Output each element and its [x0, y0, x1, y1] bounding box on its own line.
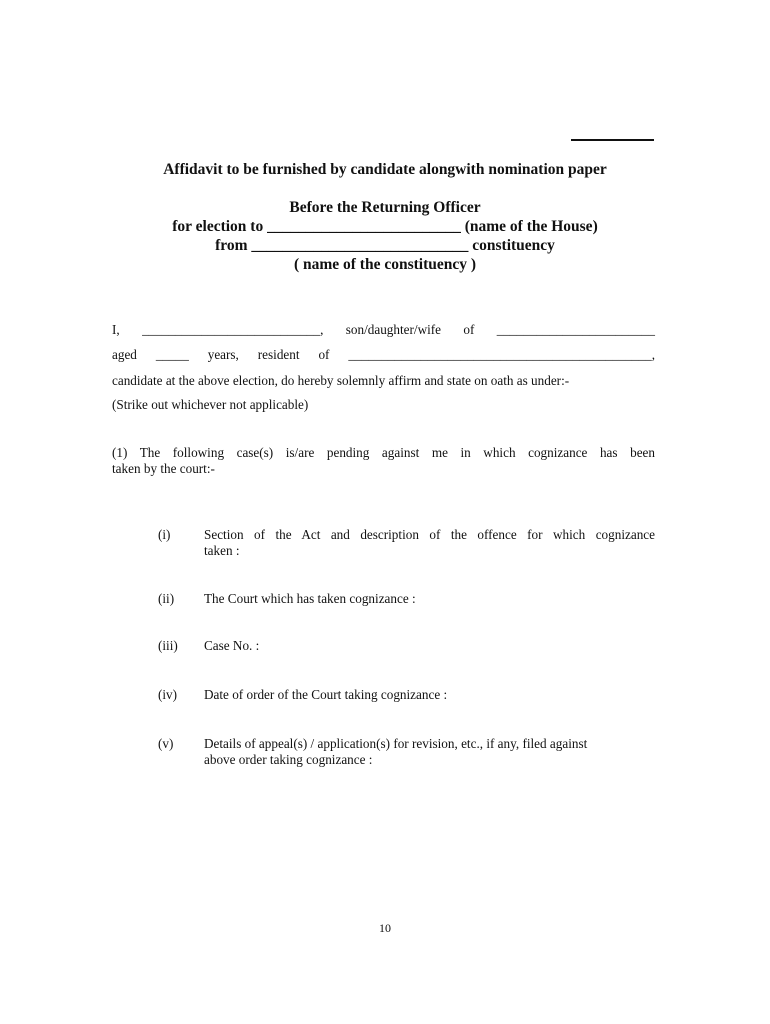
header-line-constituency-name: ( name of the constituency ): [293, 256, 477, 273]
item-v-line-1: Details of appeal(s) / application(s) for revision, etc., if any, filed against: [204, 736, 588, 751]
clause-1: [112, 445, 655, 477]
item-text-i: [204, 527, 655, 559]
header-line-returning-officer: Before the Returning Officer: [289, 199, 481, 216]
item-text-iii: Case No. :: [204, 638, 260, 653]
top-rule: [571, 139, 654, 141]
item-text-ii: The Court which has taken cognizance :: [204, 591, 416, 606]
item-number-v: (v): [158, 736, 174, 751]
item-text-iv: Date of order of the Court taking cognizance :: [204, 687, 448, 702]
declaration-age-line: aged _____ years, resident of ______________________________________________,: [112, 347, 655, 362]
declaration-name-line: I, ___________________________, son/daughter/wife of ________________________: [112, 322, 655, 337]
item-v-line-2: above order taking cognizance :: [204, 752, 373, 767]
clause-1-line-2: taken by the court:-: [112, 461, 215, 476]
clause-1-line-1: (1) The following case(s) is/are pending against me in which cognizance has been: [112, 445, 655, 460]
item-number-i: (i): [158, 527, 171, 542]
item-i-line-1: Section of the Act and description of the offence for which cognizance: [204, 527, 655, 542]
declaration-oath-line: candidate at the above election, do hereby solemnly affirm and state on oath as under:-: [112, 373, 570, 388]
page-number: 10: [379, 921, 391, 935]
header-line-election: for election to _________________________ (name of the House): [172, 218, 598, 235]
item-number-iv: (iv): [158, 687, 178, 702]
item-i-line-2: taken :: [204, 543, 240, 558]
item-number-iii: (iii): [158, 638, 178, 653]
item-text-v: [204, 736, 655, 768]
strike-out-note: (Strike out whichever not applicable): [112, 397, 309, 412]
item-number-ii: (ii): [158, 591, 175, 606]
page-title: Affidavit to be furnished by candidate alongwith nomination paper: [163, 161, 607, 178]
header-line-constituency: from ____________________________ constituency: [215, 237, 555, 254]
